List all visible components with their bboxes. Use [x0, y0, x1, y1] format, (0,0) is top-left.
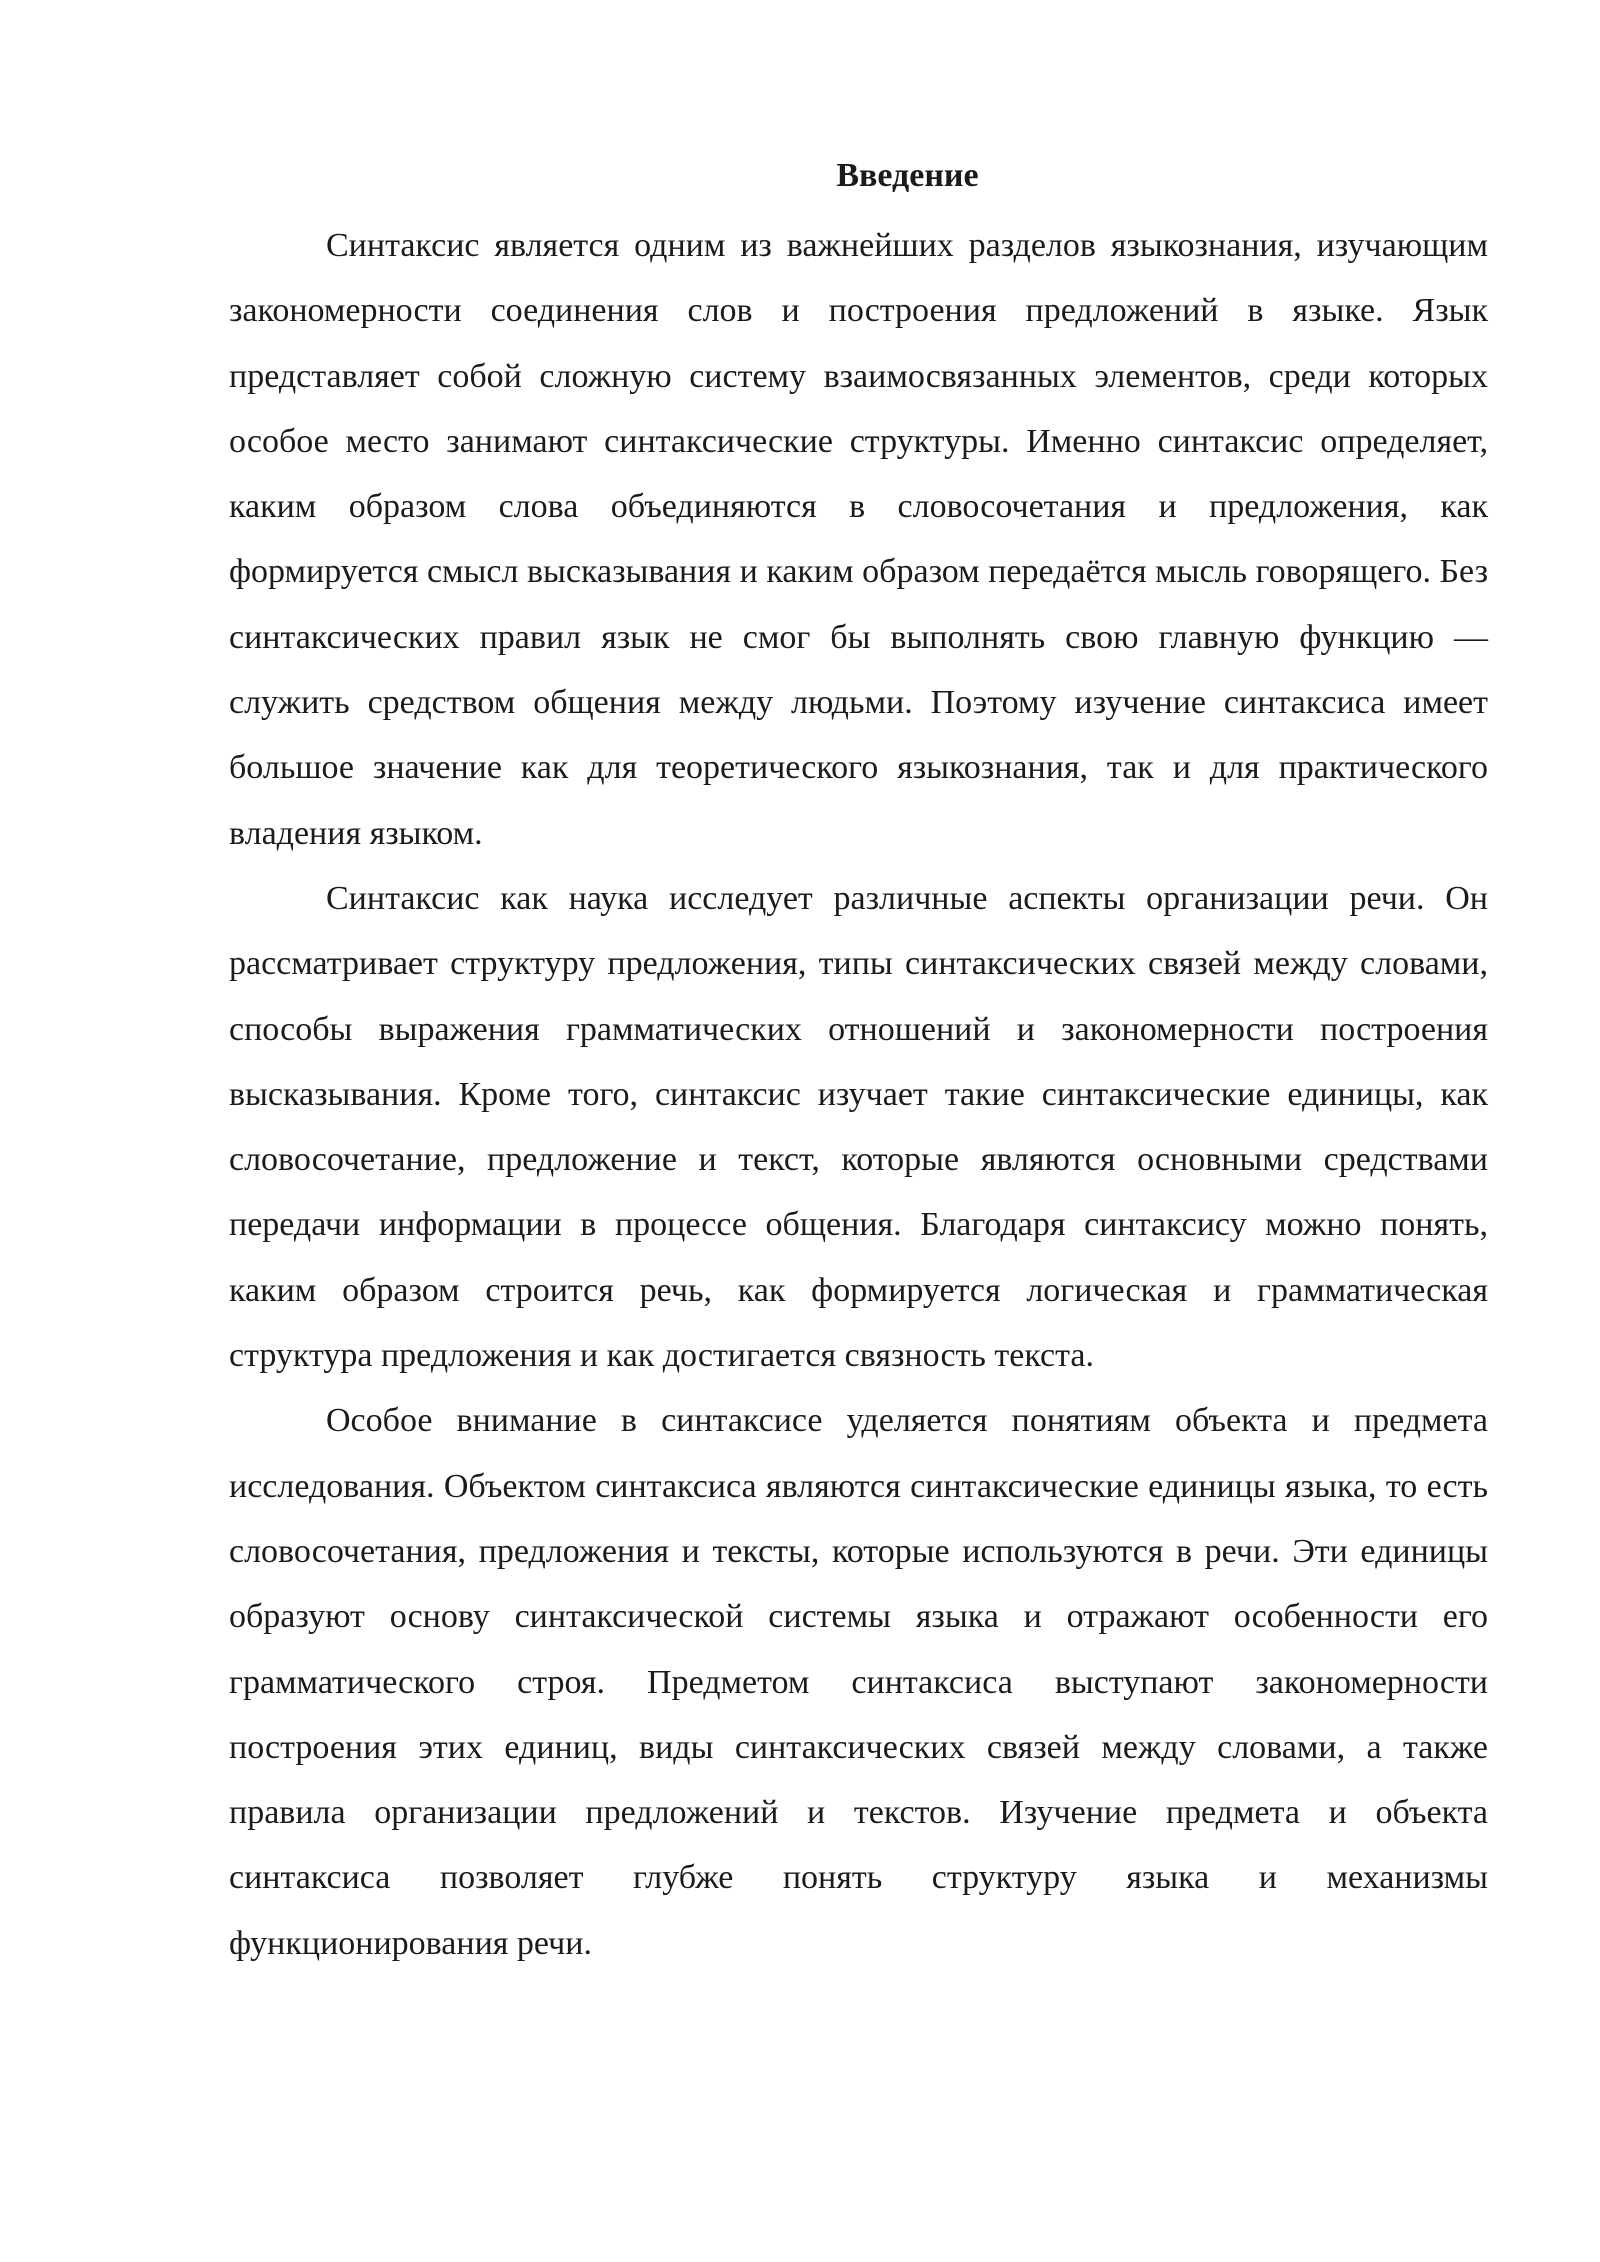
paragraph-3: Особое внимание в синтаксисе уделяется понятиям объекта и предмета исследования. Объектом синтаксиса являются синтаксические единицы языка, то есть словосочетания, предложения и тексты, которые используются в речи. Эти единицы образуют основу синтаксической системы языка и отражают особенности его грамматического строя. Предметом синтаксиса выступают закономерности построения этих единиц, виды синтаксических связей между словами, а также правила организации предложений и текстов. Изучение предмета и объекта синтаксиса позволяет глубже понять структуру языка и механизмы функционирования речи. [229, 1402, 1488, 1962]
section-title: Введение [836, 157, 979, 194]
document-body [229, 148, 1488, 1976]
paragraph-1: Синтаксис является одним из важнейших разделов языкознания, изучающим закономерности соединения слов и построения предложений в языке. Язык представляет собой сложную систему взаимосвязанных элементов, среди которых особое место занимают синтаксические структуры. Именно синтаксис определяет, каким образом слова объединяются в словосочетания и предложения, как формируется смысл высказывания и каким образом передаётся мысль говорящего. Без синтаксических правил язык не смог бы выполнять свою главную функцию — служить средством общения между людьми. Поэтому изучение синтаксиса имеет большое значение как для теоретического языкознания, так и для практического владения языком. [229, 227, 1488, 852]
paragraph-2: Синтаксис как наука исследует различные аспекты организации речи. Он рассматривает структуру предложения, типы синтаксических связей между словами, способы выражения грамматических отношений и закономерности построения высказывания. Кроме того, синтаксис изучает такие синтаксические единицы, как словосочетание, предложение и текст, которые являются основными средствами передачи информации в процессе общения. Благодаря синтаксису можно понять, каким образом строится речь, как формируется логическая и грамматическая структура предложения и как достигается связность текста. [229, 879, 1488, 1375]
